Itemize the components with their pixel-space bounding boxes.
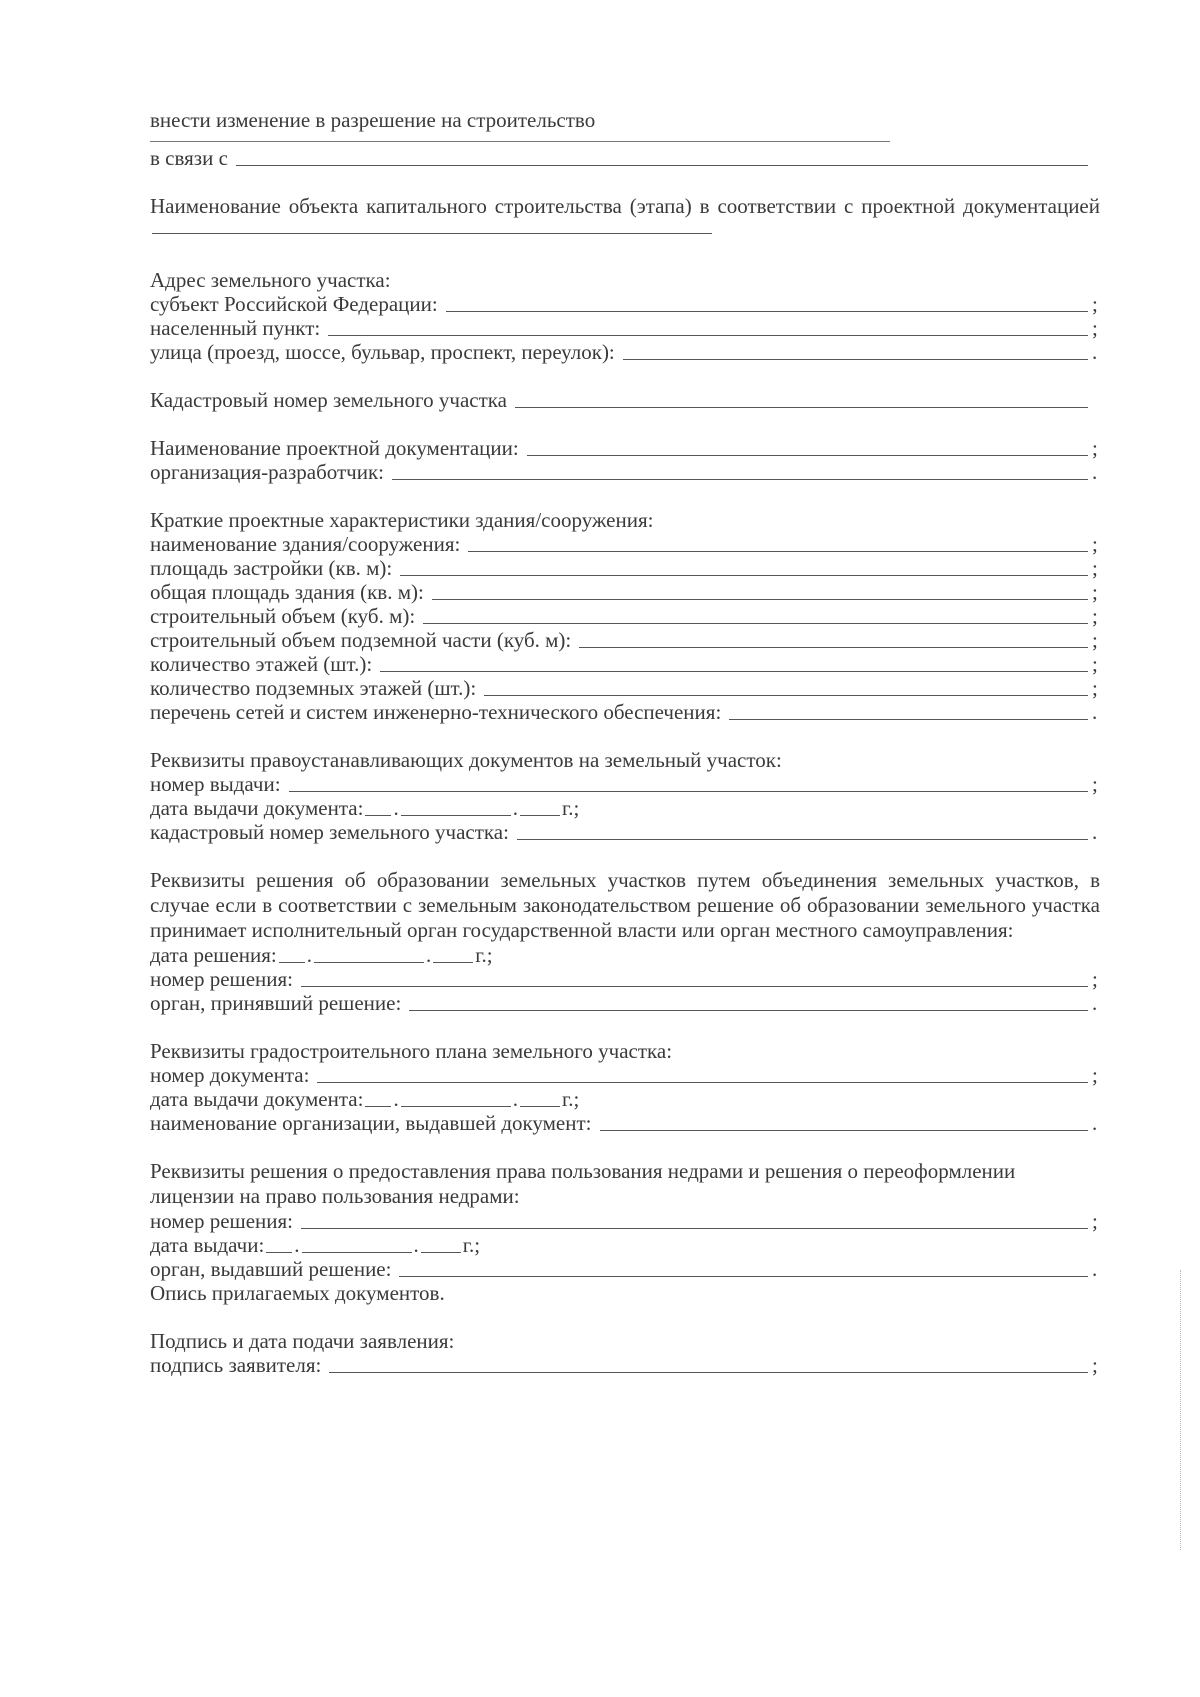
char-row xyxy=(150,652,1100,676)
date-month-field[interactable] xyxy=(401,814,511,816)
date-dot: . xyxy=(426,943,432,967)
subject-row xyxy=(150,292,1100,316)
cadastral-label: Кадастровый номер земельного участка xyxy=(150,388,507,412)
title-docs-number-label: номер выдачи: xyxy=(150,772,281,796)
char-field[interactable] xyxy=(400,574,1088,576)
char-row xyxy=(150,628,1100,652)
char-label: количество этажей (шт.): xyxy=(150,652,373,676)
char-field[interactable] xyxy=(729,718,1088,720)
gpzu-number-field[interactable] xyxy=(317,1081,1088,1083)
date-day-field[interactable] xyxy=(365,814,391,816)
date-year-suffix: г.; xyxy=(561,796,580,820)
subsoil-number-punct: ; xyxy=(1092,1209,1098,1233)
signature-title-row xyxy=(150,1329,1100,1353)
date-dot: . xyxy=(512,1087,518,1111)
char-field[interactable] xyxy=(484,694,1088,696)
title-docs-cadastral-field[interactable] xyxy=(517,838,1088,840)
gpzu-number-row xyxy=(150,1063,1100,1087)
subsoil-body-field[interactable] xyxy=(399,1275,1088,1277)
char-field[interactable] xyxy=(432,598,1088,600)
char-punct: ; xyxy=(1092,628,1098,652)
subsoil-date-row xyxy=(150,1233,1100,1257)
title-docs-date-label: дата выдачи документа: xyxy=(150,796,364,820)
char-field[interactable] xyxy=(423,622,1088,624)
project-doc-row xyxy=(150,436,1100,460)
gpzu-title-row xyxy=(150,1039,1100,1063)
merge-number-field[interactable] xyxy=(301,985,1088,987)
street-field[interactable] xyxy=(623,358,1088,360)
date-year-field[interactable] xyxy=(520,1105,560,1107)
developer-punct: . xyxy=(1092,460,1098,484)
characteristics-title-row xyxy=(150,508,1100,532)
date-dot: . xyxy=(306,943,312,967)
project-doc-field[interactable] xyxy=(527,454,1088,456)
date-month-field[interactable] xyxy=(302,1251,412,1253)
address-title-row xyxy=(150,268,1100,292)
char-punct: . xyxy=(1092,700,1098,724)
inventory-row xyxy=(150,1281,1100,1305)
char-label: строительный объем (куб. м): xyxy=(150,604,416,628)
date-day-field[interactable] xyxy=(266,1251,292,1253)
application-form xyxy=(150,108,1100,1377)
object-name-field[interactable] xyxy=(152,232,712,234)
inventory-label: Опись прилагаемых документов. xyxy=(150,1281,445,1305)
char-row xyxy=(150,556,1100,580)
date-dot: . xyxy=(413,1233,419,1257)
merge-date-row xyxy=(150,943,1100,967)
street-label: улица (проезд, шоссе, бульвар, проспект, переулок): xyxy=(150,340,615,364)
subject-punct: ; xyxy=(1092,292,1098,316)
in-connection-label: в связи с xyxy=(150,146,228,170)
title-docs-date-row xyxy=(150,796,1100,820)
date-year-suffix: г.; xyxy=(462,1233,481,1257)
title-docs-cadastral-row xyxy=(150,820,1100,844)
char-field[interactable] xyxy=(579,646,1088,648)
gpzu-date-label: дата выдачи документа: xyxy=(150,1087,364,1111)
char-label: перечень сетей и систем инженерно-технического обеспечения: xyxy=(150,700,722,724)
char-label: количество подземных этажей (шт.): xyxy=(150,676,477,700)
char-row xyxy=(150,532,1100,556)
locality-label: населенный пункт: xyxy=(150,316,321,340)
in-connection-row xyxy=(150,146,1100,170)
locality-punct: ; xyxy=(1092,316,1098,340)
subsoil-body-punct: . xyxy=(1092,1257,1098,1281)
gpzu-org-punct: . xyxy=(1092,1111,1098,1135)
char-field[interactable] xyxy=(468,550,1088,552)
developer-row xyxy=(150,460,1100,484)
subsoil-date-label: дата выдачи: xyxy=(150,1233,265,1257)
gpzu-date-row xyxy=(150,1087,1100,1111)
char-label: общая площадь здания (кв. м): xyxy=(150,580,424,604)
char-label: площадь застройки (кв. м): xyxy=(150,556,393,580)
signature-field[interactable] xyxy=(329,1371,1088,1373)
gpzu-org-label: наименование организации, выдавшей документ: xyxy=(150,1111,592,1135)
gpzu-number-punct: ; xyxy=(1092,1063,1098,1087)
char-label: строительный объем подземной части (куб. м): xyxy=(150,628,572,652)
merge-number-row xyxy=(150,967,1100,991)
title-docs-number-punct: ; xyxy=(1092,772,1098,796)
merge-body-field[interactable] xyxy=(409,1009,1088,1011)
in-connection-field[interactable] xyxy=(236,164,1088,166)
project-doc-punct: ; xyxy=(1092,436,1098,460)
merge-body-punct: . xyxy=(1092,991,1098,1015)
date-year-suffix: г.; xyxy=(561,1087,580,1111)
date-month-field[interactable] xyxy=(401,1105,511,1107)
title-docs-cadastral-label: кадастровый номер земельного участка: xyxy=(150,820,509,844)
char-row xyxy=(150,604,1100,628)
date-day-field[interactable] xyxy=(365,1105,391,1107)
cadastral-row xyxy=(150,388,1100,412)
date-year-field[interactable] xyxy=(433,961,473,963)
subsoil-body-label: орган, выдавший решение: xyxy=(150,1257,392,1281)
char-row xyxy=(150,676,1100,700)
scan-margin-marks xyxy=(1180,1270,1183,1550)
intro-line xyxy=(150,108,1100,132)
char-punct: ; xyxy=(1092,604,1098,628)
gpzu-org-row xyxy=(150,1111,1100,1135)
characteristics-title: Краткие проектные характеристики здания/сооружения: xyxy=(150,508,654,532)
subject-field[interactable] xyxy=(446,310,1088,312)
signature-punct: ; xyxy=(1092,1353,1098,1377)
merge-body-label: орган, принявший решение: xyxy=(150,991,402,1015)
gpzu-org-field[interactable] xyxy=(600,1129,1089,1131)
date-dot: . xyxy=(512,796,518,820)
char-punct: ; xyxy=(1092,532,1098,556)
subsoil-number-row xyxy=(150,1209,1100,1233)
title-docs-title: Реквизиты правоустанавливающих документов на земельный участок: xyxy=(150,748,782,772)
char-punct: ; xyxy=(1092,556,1098,580)
char-field[interactable] xyxy=(380,670,1088,672)
date-dot: . xyxy=(393,796,399,820)
developer-label: организация-разработчик: xyxy=(150,460,385,484)
date-month-field[interactable] xyxy=(314,961,424,963)
subsoil-paragraph: Реквизиты решения о предоставления права пользования недрами и решения о переоформлении лицензии на право пользования недрами: xyxy=(150,1159,1016,1208)
subsoil-number-label: номер решения: xyxy=(150,1209,293,1233)
date-year-suffix: г.; xyxy=(475,943,493,967)
developer-field[interactable] xyxy=(392,478,1088,480)
street-punct: . xyxy=(1092,340,1098,364)
merge-number-label: номер решения: xyxy=(150,967,293,991)
signature-row xyxy=(150,1353,1100,1377)
street-row xyxy=(150,340,1100,364)
title-docs-number-field[interactable] xyxy=(289,790,1088,792)
intro-text: внести изменение в разрешение на строительство xyxy=(150,108,596,132)
object-name-label: Наименование объекта капитального строительства (этапа) в соответствии с проектной документацией xyxy=(150,194,1100,218)
locality-row xyxy=(150,316,1100,340)
date-dot: . xyxy=(393,1087,399,1111)
date-year-field[interactable] xyxy=(421,1251,461,1253)
char-punct: ; xyxy=(1092,652,1098,676)
object-name-paragraph xyxy=(150,194,1100,244)
date-year-field[interactable] xyxy=(520,814,560,816)
char-punct: ; xyxy=(1092,676,1098,700)
date-dot: . xyxy=(294,1233,300,1257)
merge-date-label: дата решения: xyxy=(150,943,277,967)
title-docs-number-row xyxy=(150,772,1100,796)
gpzu-number-label: номер документа: xyxy=(150,1063,310,1087)
project-doc-label: Наименование проектной документации: xyxy=(150,436,519,460)
subject-label: субъект Российской Федерации: xyxy=(150,292,438,316)
subsoil-number-field[interactable] xyxy=(301,1227,1088,1229)
title-docs-title-row xyxy=(150,748,1100,772)
char-label: наименование здания/сооружения: xyxy=(150,532,461,556)
char-row xyxy=(150,580,1100,604)
merge-decision-paragraph: Реквизиты решения об образовании земельных участков путем объединения земельных участков, в случае если в соответствии с земельным законодательством решение об образовании земельного участка принимает исполнительный орган государственной власти или орган местного самоуправления: xyxy=(150,868,1100,942)
gpzu-title: Реквизиты градостроительного плана земельного участка: xyxy=(150,1039,673,1063)
merge-body-row xyxy=(150,991,1100,1015)
char-row xyxy=(150,700,1100,724)
intro-blank-line[interactable] xyxy=(150,140,890,142)
locality-field[interactable] xyxy=(328,334,1088,336)
address-title: Адрес земельного участка: xyxy=(150,268,391,292)
signature-title: Подпись и дата подачи заявления: xyxy=(150,1329,455,1353)
signature-label: подпись заявителя: xyxy=(150,1353,322,1377)
merge-number-punct: ; xyxy=(1092,967,1098,991)
subsoil-body-row xyxy=(150,1257,1100,1281)
cadastral-field[interactable] xyxy=(515,406,1088,408)
char-punct: ; xyxy=(1092,580,1098,604)
date-day-field[interactable] xyxy=(279,961,305,963)
title-docs-cadastral-punct: . xyxy=(1092,820,1098,844)
